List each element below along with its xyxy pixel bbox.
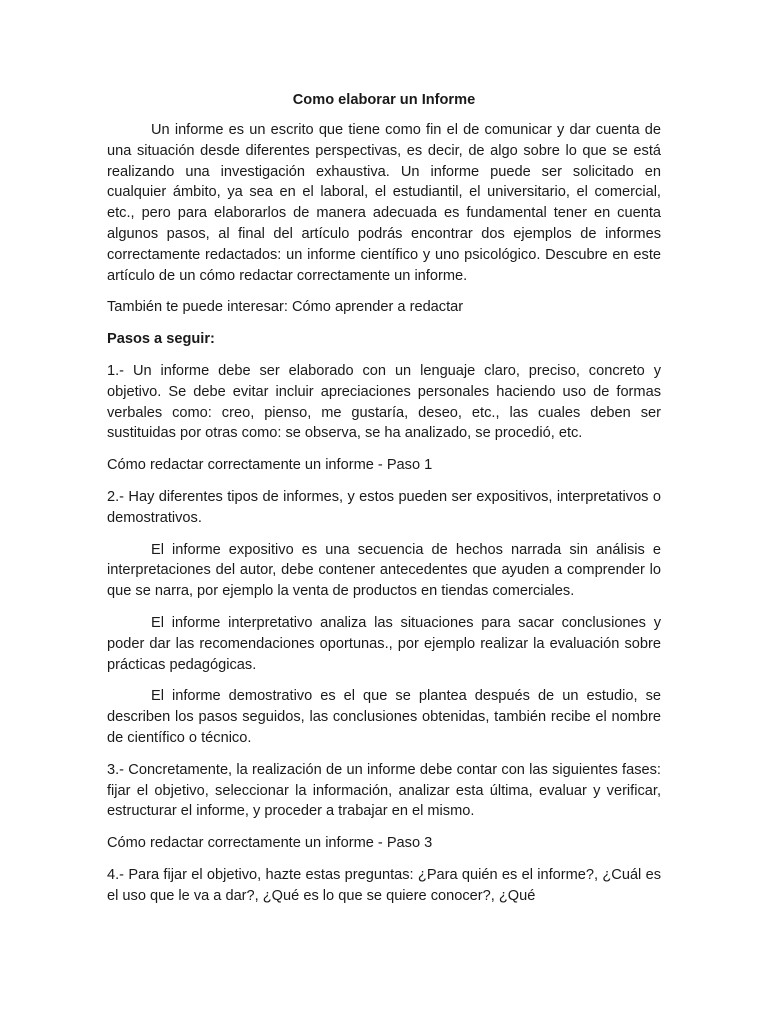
step-1-caption: Cómo redactar correctamente un informe - Paso 1 xyxy=(107,457,433,474)
expositivo-paragraph: El informe expositivo es una secuencia de hechos narrada sin análisis e interpretaciones del autor, debe contener antecedentes que ayuden a comprender lo que se narra, por ejemplo la venta de productos en tiendas comerciales. xyxy=(107,541,661,600)
document-page xyxy=(107,88,661,907)
step-2-paragraph: 2.- Hay diferentes tipos de informes, y estos pueden ser expositivos, interpretativos o demostrativos. xyxy=(107,488,661,526)
intro-paragraph: Un informe es un escrito que tiene como fin el de comunicar y dar cuenta de una situación desde diferentes perspectivas, es decir, de algo sobre lo que se está realizando una investigación exhaustiva. Un informe puede ser solicitado en cualquier ámbito, ya sea en el laboral, el estudiantil, el universitario, el comercial, etc., pero para elaborarlos de manera adecuada es fundamental tener en cuenta algunos pasos, al final del artículo podrás encontrar dos ejemplos de informes correctamente redactados: un informe científico y uno psicológico. Descubre en este artículo de un cómo redactar correctamente un informe. xyxy=(107,122,661,284)
step-3-paragraph: 3.- Concretamente, la realización de un informe debe contar con las siguientes fases: fijar el objetivo, seleccionar la información, analizar esta última, evaluar y verificar, estructurar el informe, y proceder a trabajar en el mismo. xyxy=(107,761,661,820)
steps-heading: Pasos a seguir: xyxy=(107,331,215,348)
interpretativo-paragraph: El informe interpretativo analiza las situaciones para sacar conclusiones y poder dar las recomendaciones oportunas., por ejemplo realizar la evaluación sobre prácticas pedagógicas. xyxy=(107,614,661,673)
document-title: Como elaborar un Informe xyxy=(292,92,476,108)
step-1-paragraph: 1.- Un informe debe ser elaborado con un lenguaje claro, preciso, concreto y objetivo. Se debe evitar incluir apreciaciones personales haciendo uso de formas verbales como: creo, pienso, me gustaría, deseo, etc., las cuales deben ser sustituidas por otras como: se observa, se ha analizado, se procedió, etc. xyxy=(107,362,661,442)
related-link-text: También te puede interesar: Cómo aprender a redactar xyxy=(107,299,464,316)
step-3-caption: Cómo redactar correctamente un informe - Paso 3 xyxy=(107,835,433,852)
step-4-paragraph: 4.- Para fijar el objetivo, hazte estas preguntas: ¿Para quién es el informe?, ¿Cuál es el uso que le va a dar?, ¿Qué es lo que se quiere conocer?, ¿Qué xyxy=(107,866,661,904)
demostrativo-paragraph: El informe demostrativo es el que se plantea después de un estudio, se describen los pasos seguidos, las conclusiones obtenidas, también recibe el nombre de científico o técnico. xyxy=(107,688,661,746)
